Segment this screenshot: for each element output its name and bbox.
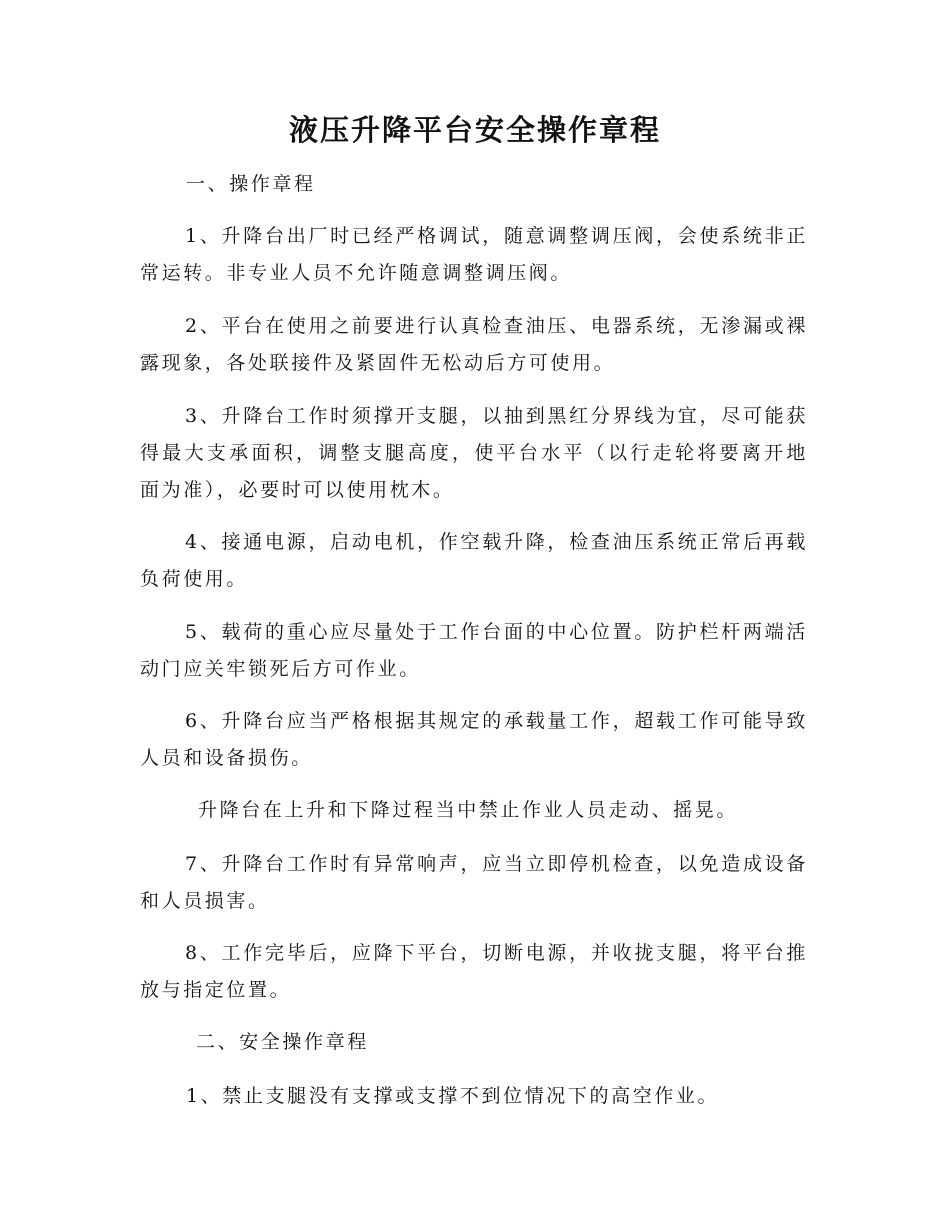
paragraph-item-8: 8、工作完毕后，应降下平台，切断电源，并收拢支腿，将平台推放与指定位置。 [140,942,808,1001]
paragraph-safety-item-1: 1、禁止支腿没有支撑或支撑不到位情况下的高空作业。 [186,1085,720,1107]
section-heading-operation: 一、操作章程 [186,173,316,195]
paragraph-item-7: 7、升降台工作时有异常响声，应当立即停机检查，以免造成设备和人员损害。 [140,853,808,912]
paragraph-item-5: 5、载荷的重心应尽量处于工作台面的中心位置。防护栏杆两端活动门应关牢锁死后方可作业。 [140,621,808,680]
document-title: 液压升降平台安全操作章程 [288,113,661,147]
paragraph-note: 升降台在上升和下降过程当中禁止作业人员走动、摇晃。 [198,799,739,821]
section-heading-safety: 二、安全操作章程 [196,1031,369,1053]
paragraph-item-1: 1、升降台出厂时已经严格调试，随意调整调压阀，会使系统非正常运转。非专业人员不允许随意调整调压阀。 [140,225,808,284]
paragraph-item-2: 2、平台在使用之前要进行认真检查油压、电器系统，无渗漏或裸露现象，各处联接件及紧固件无松动后方可使用。 [140,315,808,374]
paragraph-item-6: 6、升降台应当严格根据其规定的承载量工作，超载工作可能导致人员和设备损伤。 [140,710,808,769]
paragraph-item-4: 4、接通电源，启动电机，作空载升降，检查油压系统正常后再载负荷使用。 [140,531,808,590]
paragraph-item-3: 3、升降台工作时须撑开支腿，以抽到黑红分界线为宜，尽可能获得最大支承面积，调整支腿高度，使平台水平（以行走轮将要离开地面为准），必要时可以使用枕木。 [140,405,808,501]
